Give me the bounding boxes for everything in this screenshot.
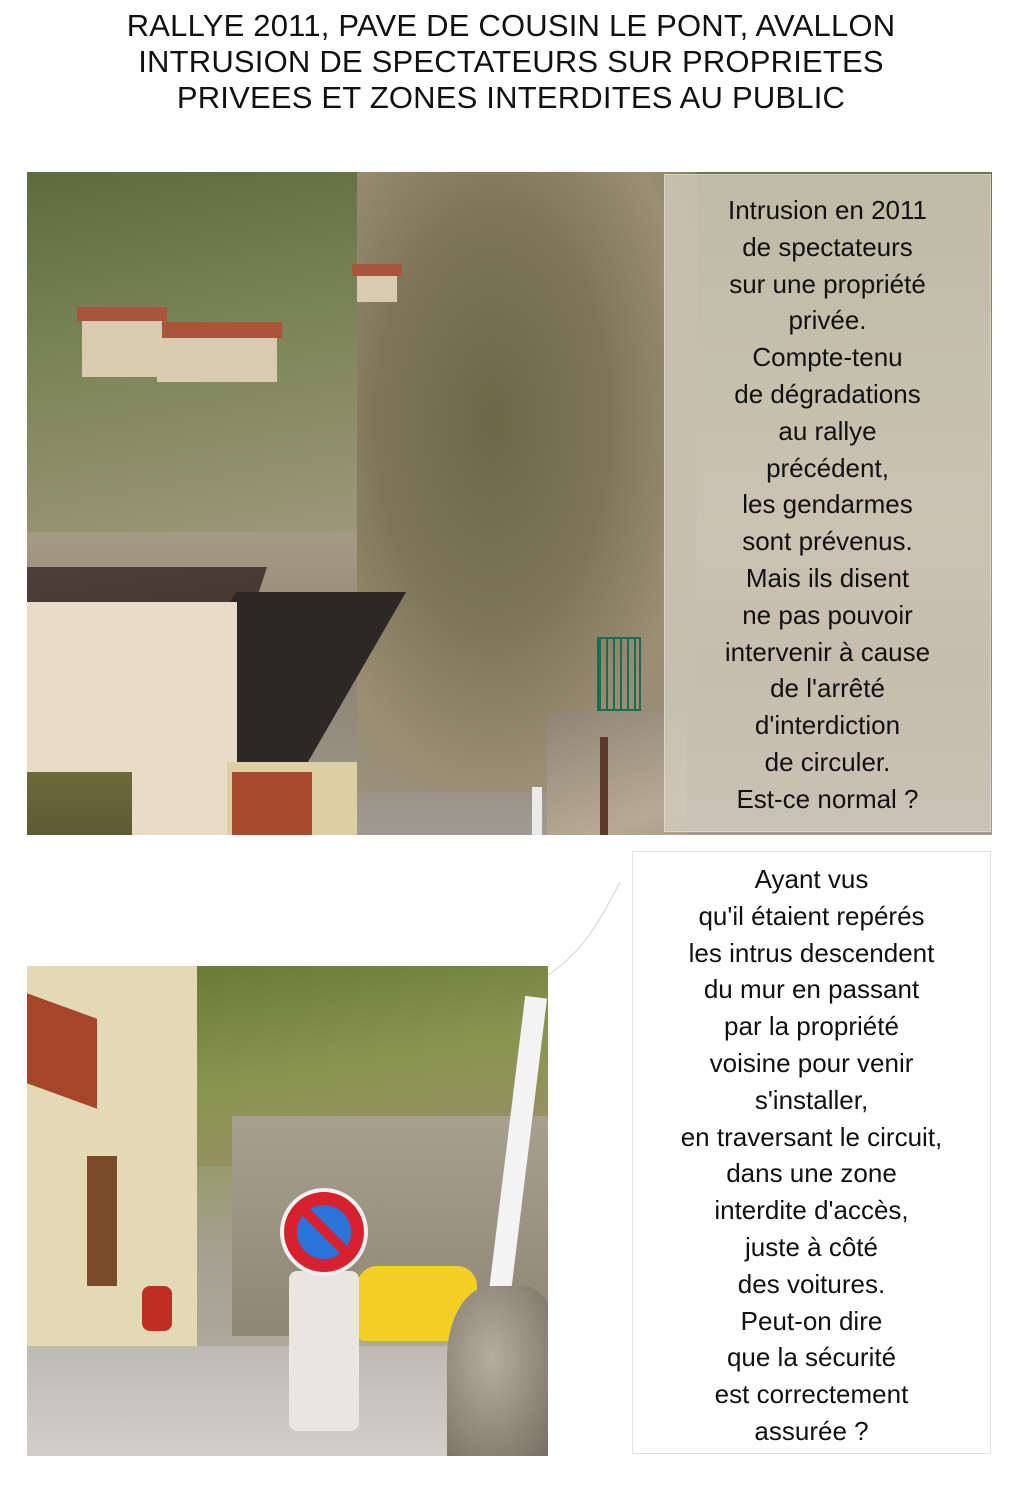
caption-line: est correctement (714, 1379, 909, 1410)
caption-line: au rallye (778, 415, 877, 446)
caption-line: de spectateurs (742, 231, 913, 262)
callout-line (540, 880, 630, 980)
green-fence (597, 637, 641, 711)
caption-text-1 (664, 192, 991, 818)
caption-line: en traversant le circuit, (680, 1121, 943, 1152)
post (600, 737, 608, 835)
spectator (142, 1286, 172, 1331)
caption-line: juste à côté (745, 1231, 878, 1262)
trees (357, 172, 697, 792)
caption-line: que la sécurité (726, 1342, 897, 1373)
mossy-wall (27, 772, 132, 835)
page-title (0, 8, 1022, 116)
caption-line: Est-ce normal ? (736, 783, 919, 814)
caption-line: sur une propriété (729, 268, 926, 299)
rock (447, 1286, 548, 1456)
title-line-2: INTRUSION DE SPECTATEURS SUR PROPRIETES (138, 44, 884, 79)
distant-house (157, 332, 277, 382)
caption-line: qu'il étaient repérés (698, 900, 925, 931)
caption-line: d'interdiction (754, 710, 901, 741)
shutter (87, 1156, 117, 1286)
caption-line: les intrus descendent (688, 937, 935, 968)
caption-panel-2 (632, 851, 991, 1454)
title-line-3: PRIVEES ET ZONES INTERDITES AU PUBLIC (176, 80, 846, 115)
distant-roof (152, 322, 282, 338)
caption-line: Ayant vus (754, 864, 869, 894)
caption-text-2 (633, 861, 990, 1450)
caption-line: par la propriété (724, 1011, 899, 1042)
house-right-roof (232, 772, 312, 835)
caption-line: privée. (788, 305, 867, 336)
caption-line: Mais ils disent (745, 562, 910, 593)
caption-line: sont prévenus. (742, 526, 913, 557)
caption-line: Intrusion en 2011 (728, 195, 927, 225)
caption-line: de circuler. (764, 746, 891, 777)
distant-roof (77, 307, 167, 321)
caption-line: ne pas pouvoir (742, 599, 913, 630)
caption-line: du mur en passant (703, 974, 920, 1005)
title-line-1: RALLYE 2011, PAVE DE COUSIN LE PONT, AVALLON (126, 8, 896, 43)
caption-line: assurée ? (754, 1415, 869, 1446)
caption-line: s'installer, (754, 1084, 869, 1115)
caption-line: dans une zone (726, 1158, 897, 1189)
distant-house (82, 317, 162, 377)
caption-line: des voitures. (737, 1268, 886, 1299)
caption-panel-1 (664, 174, 991, 832)
caption-line: précédent, (766, 452, 889, 483)
caption-line: interdite d'accès, (714, 1195, 909, 1226)
caption-line: Compte-tenu (752, 342, 903, 373)
caption-line: voisine pour venir (709, 1047, 914, 1078)
caption-line: les gendarmes (742, 489, 913, 520)
pipe (532, 787, 542, 835)
caption-line: Peut-on dire (740, 1305, 883, 1336)
caption-line: de dégradations (734, 378, 921, 409)
photo-sign-closeup (27, 966, 548, 1456)
distant-roof (352, 264, 402, 276)
distant-house (357, 272, 397, 302)
caption-line: de l'arrêté (770, 673, 885, 704)
sign-base (289, 1271, 359, 1431)
caption-line: intervenir à cause (724, 636, 931, 667)
